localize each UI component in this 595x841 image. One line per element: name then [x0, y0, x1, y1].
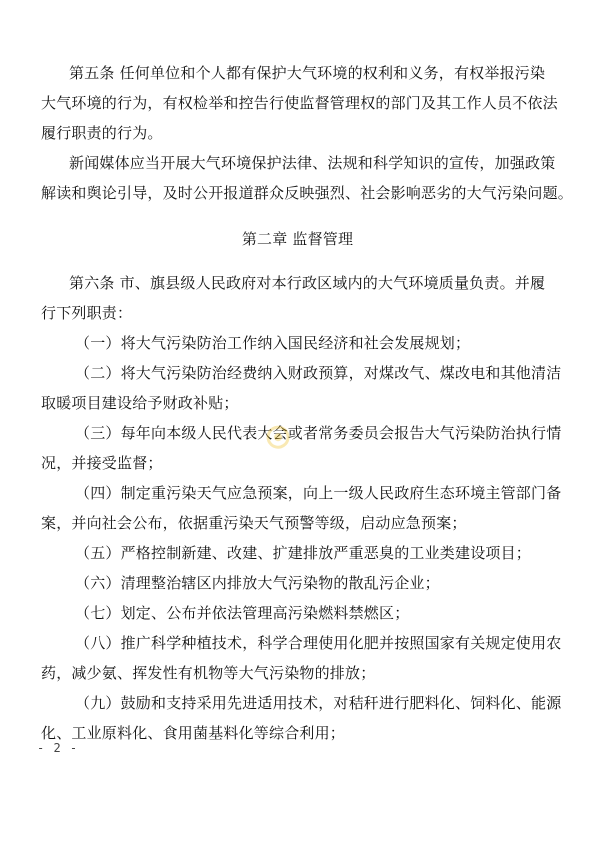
item-1-line-1: （一）将大气污染防治工作纳入国民经济和社会发展规划；: [75, 334, 471, 352]
item-6-line-1: （六）清理整治辖区内排放大气污染物的散乱污企业；: [75, 574, 440, 592]
item-8-line-2: 药，减少氨、挥发性有机物等大气污染物的排放；: [41, 664, 376, 682]
article-5-line-2: 大气环境的行为，有权检举和控告行使监督管理权的部门及其工作人员不依法: [41, 94, 558, 112]
media-paragraph-line-1: 新闻媒体应当开展大气环境保护法律、法规和科学知识的宣传，加强政策: [69, 154, 556, 172]
article-5-line-3: 履行职责的行为。: [41, 124, 163, 142]
article-5-line-1: 第五条 任何单位和个人都有保护大气环境的权利和义务，有权举报污染: [69, 64, 546, 82]
page-number: - 2 -: [37, 741, 79, 755]
item-9-line-2: 化、工业原料化、食用菌基料化等综合利用；: [41, 724, 346, 742]
item-2-line-1: （二）将大气污染防治经费纳入财政预算，对煤改气、煤改电和其他清洁: [75, 364, 562, 382]
item-4-line-2: 案，并向社会公布，依据重污染天气预警等级，启动应急预案；: [41, 514, 467, 532]
media-paragraph-line-2: 解读和舆论引导，及时公开报道群众反映强烈、社会影响恶劣的大气污染问题。: [41, 184, 574, 202]
item-9-line-1: （九）鼓励和支持采用先进适用技术，对秸秆进行肥料化、饲料化、能源: [75, 694, 562, 712]
chapter-heading: 第二章 监督管理: [241, 230, 354, 248]
item-2-line-2: 取暖项目建设给予财政补贴；: [41, 394, 239, 412]
item-7-line-1: （七）划定、公布并依法管理高污染燃料禁燃区；: [75, 604, 410, 622]
item-3-line-2: 况，并接受监督；: [41, 454, 163, 472]
item-4-line-1: （四）制定重污染天气应急预案，向上一级人民政府生态环境主管部门备: [75, 484, 562, 502]
item-3-line-1: （三）每年向本级人民代表大会或者常务委员会报告大气污染防治执行情: [75, 424, 562, 442]
article-6-line-2: 行下列职责：: [41, 304, 133, 322]
article-6-line-1: 第六条 市、旗县级人民政府对本行政区域内的大气环境质量负责。并履: [69, 274, 546, 292]
item-5-line-1: （五）严格控制新建、改建、扩建排放严重恶臭的工业类建设项目；: [75, 544, 532, 562]
item-8-line-1: （八）推广科学种植技术，科学合理使用化肥并按照国家有关规定使用农: [75, 634, 562, 652]
